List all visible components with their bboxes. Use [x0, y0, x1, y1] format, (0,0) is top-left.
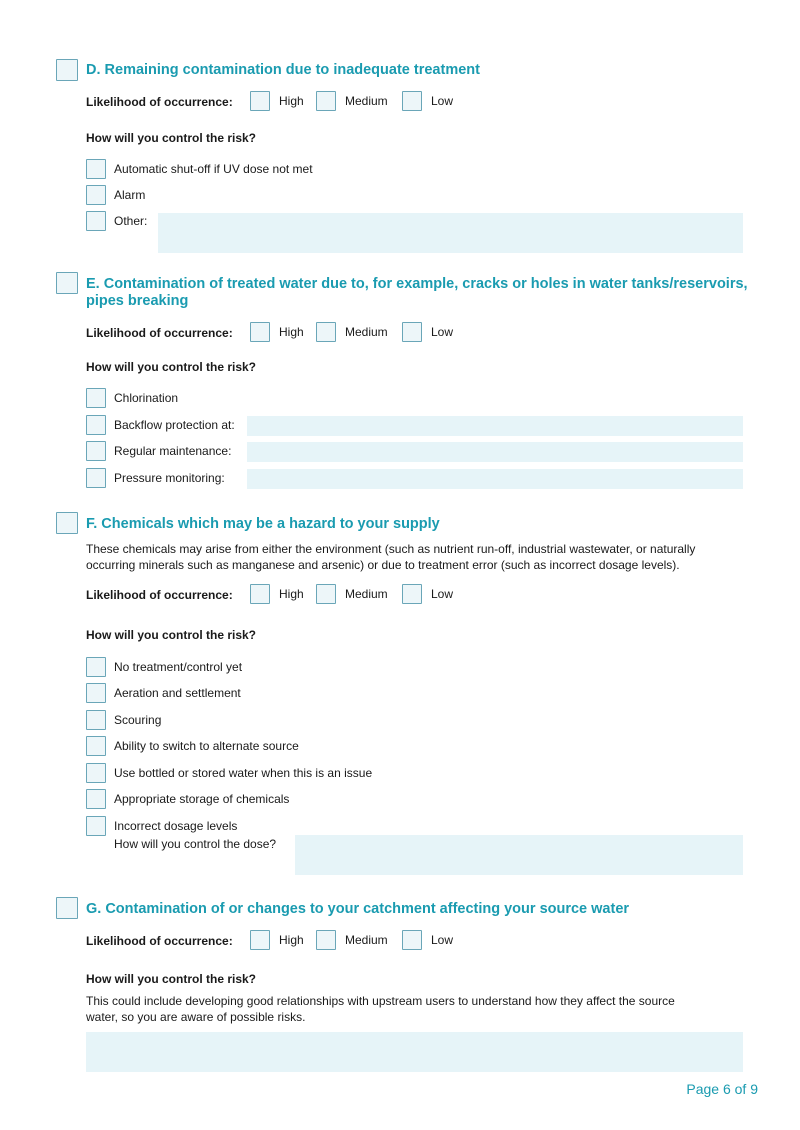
section-f-desc-line1: These chemicals may arise from either the environment (such as nutrient run-off, industrial wastewater, or naturally [86, 542, 696, 556]
e-option-label: Backflow protection at: [114, 418, 235, 432]
section-g-desc-line2: water, so you are aware of possible risks. [86, 1010, 306, 1024]
f-option-checkbox[interactable] [86, 683, 106, 703]
f-option-label: Ability to switch to alternate source [114, 739, 299, 753]
f-option-checkbox[interactable] [86, 736, 106, 756]
d-low-checkbox[interactable] [402, 91, 422, 111]
d-option-label: Other: [114, 214, 148, 228]
d-high-checkbox[interactable] [250, 91, 270, 111]
e-low-checkbox[interactable] [402, 322, 422, 342]
g-medium-label: Medium [345, 933, 388, 947]
e-low-label: Low [431, 325, 454, 339]
likelihood-label: Likelihood of occurrence: [86, 95, 233, 109]
d-option-label: Alarm [114, 188, 146, 202]
g-control-field[interactable] [86, 1032, 743, 1072]
section-d-checkbox[interactable] [56, 59, 78, 81]
likelihood-label: Likelihood of occurrence: [86, 934, 233, 948]
section-f-checkbox[interactable] [56, 512, 78, 534]
d-option-checkbox[interactable] [86, 185, 106, 205]
backflow-field[interactable] [247, 416, 743, 436]
e-option-label: Pressure monitoring: [114, 471, 225, 485]
d-medium-checkbox[interactable] [316, 91, 336, 111]
f-option-checkbox[interactable] [86, 657, 106, 677]
f-option-label: Appropriate storage of chemicals [114, 792, 290, 806]
likelihood-label: Likelihood of occurrence: [86, 326, 233, 340]
f-low-label: Low [431, 587, 454, 601]
f-option-checkbox[interactable] [86, 710, 106, 730]
page-number: Page 6 of 9 [686, 1081, 758, 1097]
e-option-checkbox[interactable] [86, 441, 106, 461]
g-low-label: Low [431, 933, 454, 947]
d-high-label: High [279, 94, 304, 108]
f-option-label: Aeration and settlement [114, 686, 241, 700]
dose-field[interactable] [295, 835, 743, 875]
e-option-label: Chlorination [114, 391, 179, 405]
g-high-checkbox[interactable] [250, 930, 270, 950]
e-option-checkbox[interactable] [86, 468, 106, 488]
d-option-checkbox[interactable] [86, 159, 106, 179]
section-e-checkbox[interactable] [56, 272, 78, 294]
section-e-title-line2: pipes breaking [86, 293, 189, 309]
g-medium-checkbox[interactable] [316, 930, 336, 950]
section-g-title: G. Contamination of or changes to your catchment affecting your source water [86, 901, 630, 917]
maintenance-field[interactable] [247, 442, 743, 462]
d-other-field[interactable] [158, 213, 743, 253]
g-low-checkbox[interactable] [402, 930, 422, 950]
control-label: How will you control the risk? [86, 360, 257, 374]
d-option-label: Automatic shut-off if UV dose not met [114, 162, 313, 176]
f-option-checkbox[interactable] [86, 816, 106, 836]
section-f-title: F. Chemicals which may be a hazard to your supply [86, 516, 440, 532]
dose-question: How will you control the dose? [114, 837, 277, 851]
f-low-checkbox[interactable] [402, 584, 422, 604]
f-option-checkbox[interactable] [86, 789, 106, 809]
section-e-title-line1: E. Contamination of treated water due to, for example, cracks or holes in water tanks/reservoirs, [86, 276, 748, 292]
section-g-checkbox[interactable] [56, 897, 78, 919]
d-low-label: Low [431, 94, 454, 108]
f-high-checkbox[interactable] [250, 584, 270, 604]
e-option-checkbox[interactable] [86, 415, 106, 435]
e-high-label: High [279, 325, 304, 339]
f-option-label: No treatment/control yet [114, 660, 243, 674]
control-label: How will you control the risk? [86, 628, 257, 642]
g-high-label: High [279, 933, 304, 947]
f-option-label: Incorrect dosage levels [114, 819, 238, 833]
pressure-field[interactable] [247, 469, 743, 489]
f-option-checkbox[interactable] [86, 763, 106, 783]
d-medium-label: Medium [345, 94, 388, 108]
e-medium-checkbox[interactable] [316, 322, 336, 342]
f-medium-label: Medium [345, 587, 388, 601]
f-high-label: High [279, 587, 304, 601]
control-label: How will you control the risk? [86, 972, 257, 986]
e-medium-label: Medium [345, 325, 388, 339]
control-label: How will you control the risk? [86, 131, 257, 145]
e-option-checkbox[interactable] [86, 388, 106, 408]
section-d-title: D. Remaining contamination due to inadequate treatment [86, 62, 480, 78]
f-medium-checkbox[interactable] [316, 584, 336, 604]
e-high-checkbox[interactable] [250, 322, 270, 342]
d-option-checkbox[interactable] [86, 211, 106, 231]
likelihood-label: Likelihood of occurrence: [86, 588, 233, 602]
section-f-desc-line2: occurring minerals such as manganese and arsenic) or due to treatment error (such as incorrect dosage levels). [86, 558, 680, 572]
f-option-label: Use bottled or stored water when this is an issue [114, 766, 373, 780]
e-option-label: Regular maintenance: [114, 444, 232, 458]
section-g-desc-line1: This could include developing good relationships with upstream users to understand how they affect the source [86, 994, 675, 1008]
f-option-label: Scouring [114, 713, 162, 727]
